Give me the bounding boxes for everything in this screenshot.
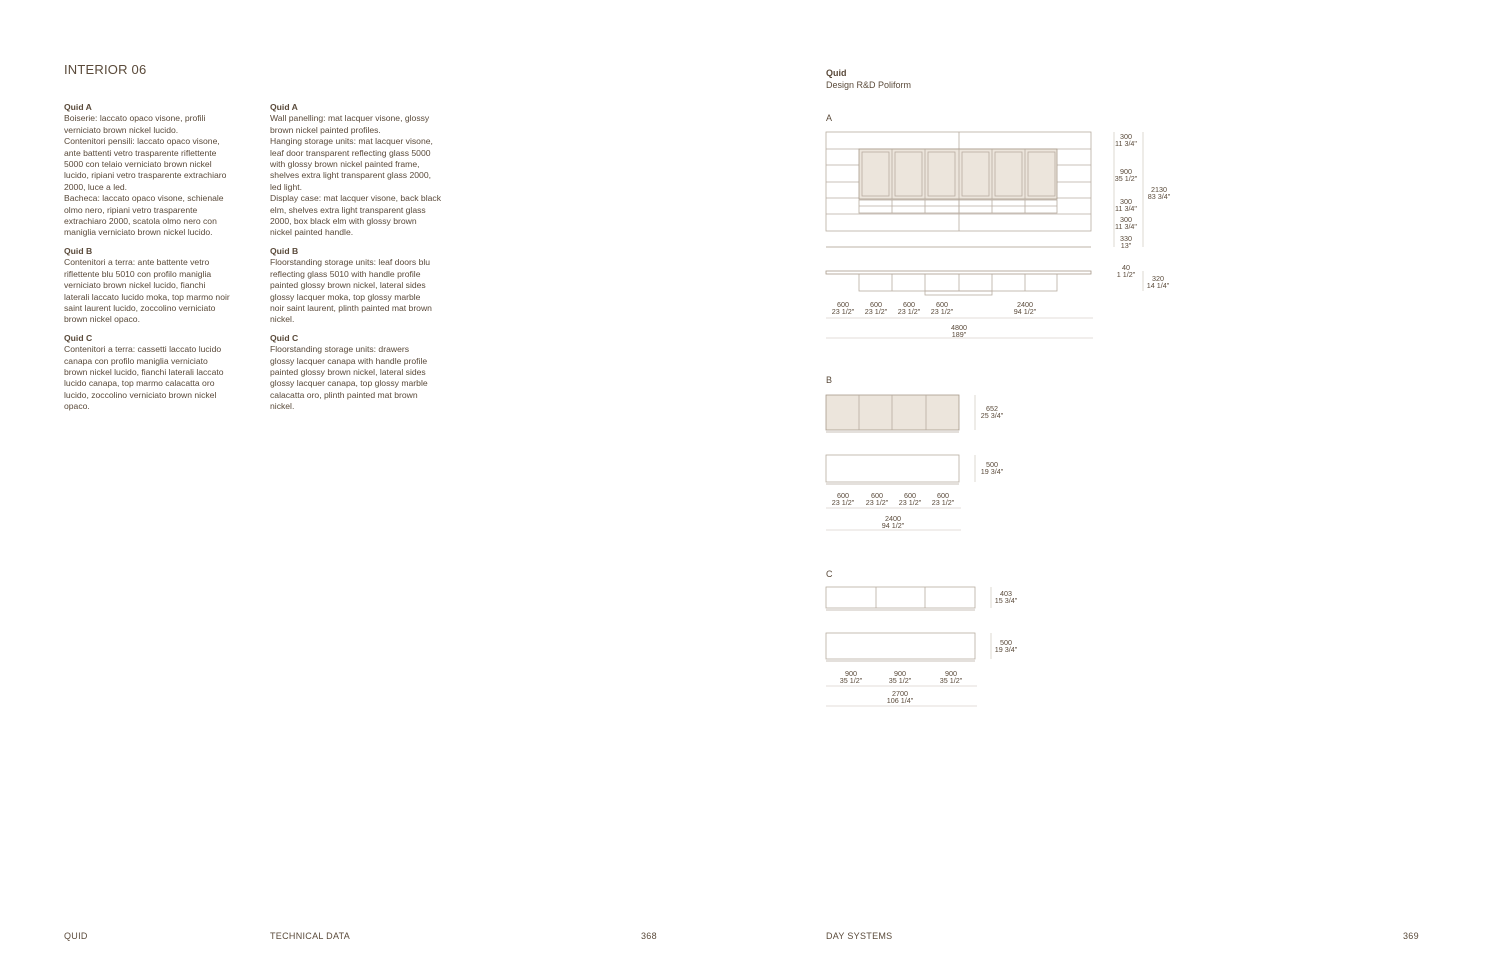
italian-quid-c-heading: Quid C [64, 332, 93, 343]
display-case [859, 200, 1057, 213]
product-designer: Design R&D Poliform [826, 80, 912, 90]
dim-a-r3-in: 11 3/4" [1114, 222, 1138, 231]
dim-a-total-width-in: 189" [951, 330, 967, 339]
dim-b-w1-mm: 600 [871, 491, 883, 500]
dim-b-depth-in: 19 3/4" [980, 467, 1004, 476]
footer-section-label: TECHNICAL DATA [270, 931, 351, 941]
floorstanding-unit-c-plan [826, 633, 975, 659]
dim-b-w0-mm: 600 [837, 491, 849, 500]
dim-a-w3-in: 23 1/2" [930, 307, 954, 316]
dim-a-r2-in: 11 3/4" [1114, 204, 1138, 213]
english-quid-b-text: Floorstanding storage units: leaf doors blu reflecting glass 5010 with handle profile painted glossy brown nickel, lateral sides glossy lacquer moka, top glossy marble noir saint laurent, plinth painted mat brown nickel. [270, 257, 432, 325]
dim-a-w3-mm: 600 [936, 300, 948, 309]
dim-a-r1-mm: 900 [1120, 167, 1132, 176]
dim-a-w2-mm: 600 [903, 300, 915, 309]
italian-quid-b-heading: Quid B [64, 245, 93, 256]
dim-a-w1-in: 23 1/2" [864, 307, 888, 316]
dim-b-w3-mm: 600 [937, 491, 949, 500]
section-c-drawing [826, 587, 975, 661]
italian-quid-a-heading: Quid A [64, 102, 92, 112]
dim-c-height-mm: 403 [1000, 589, 1012, 598]
dim-a-depth-mm: 320 [1152, 274, 1164, 283]
english-quid-b-heading: Quid B [270, 245, 299, 256]
dim-b-w3-in: 23 1/2" [931, 498, 955, 507]
dim-b-w0-in: 23 1/2" [831, 498, 855, 507]
dim-b-w1-in: 23 1/2" [865, 498, 889, 507]
dim-a-r0-mm: 300 [1120, 132, 1132, 141]
dim-a-shelf-in: 1 1/2" [1116, 270, 1136, 279]
dim-a-r1-in: 35 1/2" [1114, 174, 1138, 183]
dim-c-total-width-mm: 2700 [892, 689, 908, 698]
italian-quid-a-text: Boiserie: laccato opaco visone, profili verniciato brown nickel lucido. Contenitori pensili: laccato opaco visone, ante battenti vetro trasparente riflettente 5000 con telaio verniciato brown nickel lucido, ripiani vetro trasparente extrachiaro 2000, luce a led. Bacheca: laccato opaco visone, schienale olmo nero, ripiani vetro trasparente extrachiaro 2000, scatola olmo nero con maniglia verniciato brown nickel lucido. [64, 113, 227, 238]
dim-a-total-height-in: 83 3/4" [1147, 192, 1171, 201]
dim-a-r0-in: 11 3/4" [1114, 139, 1138, 148]
dim-b-w2-mm: 600 [904, 491, 916, 500]
section-c-label: C [826, 569, 833, 579]
dim-a-depth-in: 14 1/4" [1146, 281, 1170, 290]
dim-a-total-width-mm: 4800 [951, 323, 967, 332]
dim-a-w4-mm: 2400 [1017, 300, 1033, 309]
dim-b-total-width-in: 94 1/2" [881, 521, 905, 530]
dim-c-w2-in: 35 1/2" [939, 676, 963, 685]
dim-c-w1-mm: 900 [894, 669, 906, 678]
page-number-left: 368 [641, 931, 657, 941]
dim-b-height-in: 25 3/4" [980, 411, 1004, 420]
english-quid-a-heading: Quid A [270, 102, 298, 112]
italian-quid-c-text: Contenitori a terra: cassetti laccato lucido canapa con profilo maniglia verniciato brown nickel lucido, fianchi laterali laccato lucido canapa, top marmo calacatta oro lucido, zoccolino verniciato brown nickel opaco. [64, 344, 224, 412]
dim-b-depth-mm: 500 [986, 460, 998, 469]
dim-a-total-height-mm: 2130 [1151, 185, 1167, 194]
dim-a-w1-mm: 600 [870, 300, 882, 309]
section-a-label: A [826, 113, 833, 123]
dim-a-r3-mm: 300 [1120, 215, 1132, 224]
page-title: INTERIOR 06 [64, 62, 147, 77]
dim-a-shelf-mm: 40 [1122, 263, 1130, 272]
product-name: Quid [826, 68, 847, 78]
dim-c-w0-in: 35 1/2" [839, 676, 863, 685]
floorstanding-unit-c-front [826, 587, 975, 608]
dim-c-w1-in: 35 1/2" [888, 676, 912, 685]
dim-c-w0-mm: 900 [845, 669, 857, 678]
section-a-elevation [826, 132, 1091, 247]
dim-b-height-mm: 652 [986, 404, 998, 413]
dim-a-r2-mm: 300 [1120, 197, 1132, 206]
section-b-drawing [826, 395, 959, 484]
dim-c-height-in: 15 3/4" [994, 596, 1018, 605]
floorstanding-unit-b-plan [826, 455, 959, 482]
dim-b-w2-in: 23 1/2" [898, 498, 922, 507]
dim-c-depth-in: 19 3/4" [994, 645, 1018, 654]
section-a-plan [826, 271, 1091, 295]
english-quid-c-text: Floorstanding storage units: drawers glossy lacquer canapa with handle profile painted glossy brown nickel, lateral sides glossy lacquer canapa, top glossy marble calacatta oro, plinth painted mat brown nickel. [270, 344, 428, 412]
english-quid-a-text: Wall panelling: mat lacquer visone, glossy brown nickel painted profiles. Hanging storage units: mat lacquer visone, leaf door transparent reflecting glass 5000 with glossy brown nickel painted frame, shelves extra light transparent glass 2000, led light. Display case: mat lacquer visone, back black elm, shelves extra light transparent glass 2000, box black elm with glossy brown nickel painted handle. [270, 113, 441, 238]
dim-a-w2-in: 23 1/2" [897, 307, 921, 316]
dim-a-r4-in: 13" [1120, 241, 1132, 250]
floorstanding-unit-b-front [826, 395, 959, 430]
footer-right-label: DAY SYSTEMS [826, 931, 893, 941]
dim-a-w0-mm: 600 [837, 300, 849, 309]
dim-a-r4-mm: 330 [1120, 234, 1132, 243]
dim-c-total-width-in: 106 1/4" [886, 696, 914, 705]
dim-a-w4-in: 94 1/2" [1013, 307, 1037, 316]
footer-left-label: QUID [64, 931, 88, 941]
dim-c-w2-mm: 900 [945, 669, 957, 678]
dim-b-total-width-mm: 2400 [885, 514, 901, 523]
dim-c-depth-mm: 500 [1000, 638, 1012, 647]
page-number-right: 369 [1403, 931, 1419, 941]
dim-a-w0-in: 23 1/2" [831, 307, 855, 316]
section-b-label: B [826, 375, 833, 385]
italian-quid-b-text: Contenitori a terra: ante battente vetro riflettente blu 5010 con profilo maniglia verniciato brown nickel lucido, fianchi laterali laccato lucido moka, top marmo noir saint laurent lucido, zoccolino verniciato brown nickel opaco. [64, 257, 230, 325]
english-quid-c-heading: Quid C [270, 332, 299, 343]
